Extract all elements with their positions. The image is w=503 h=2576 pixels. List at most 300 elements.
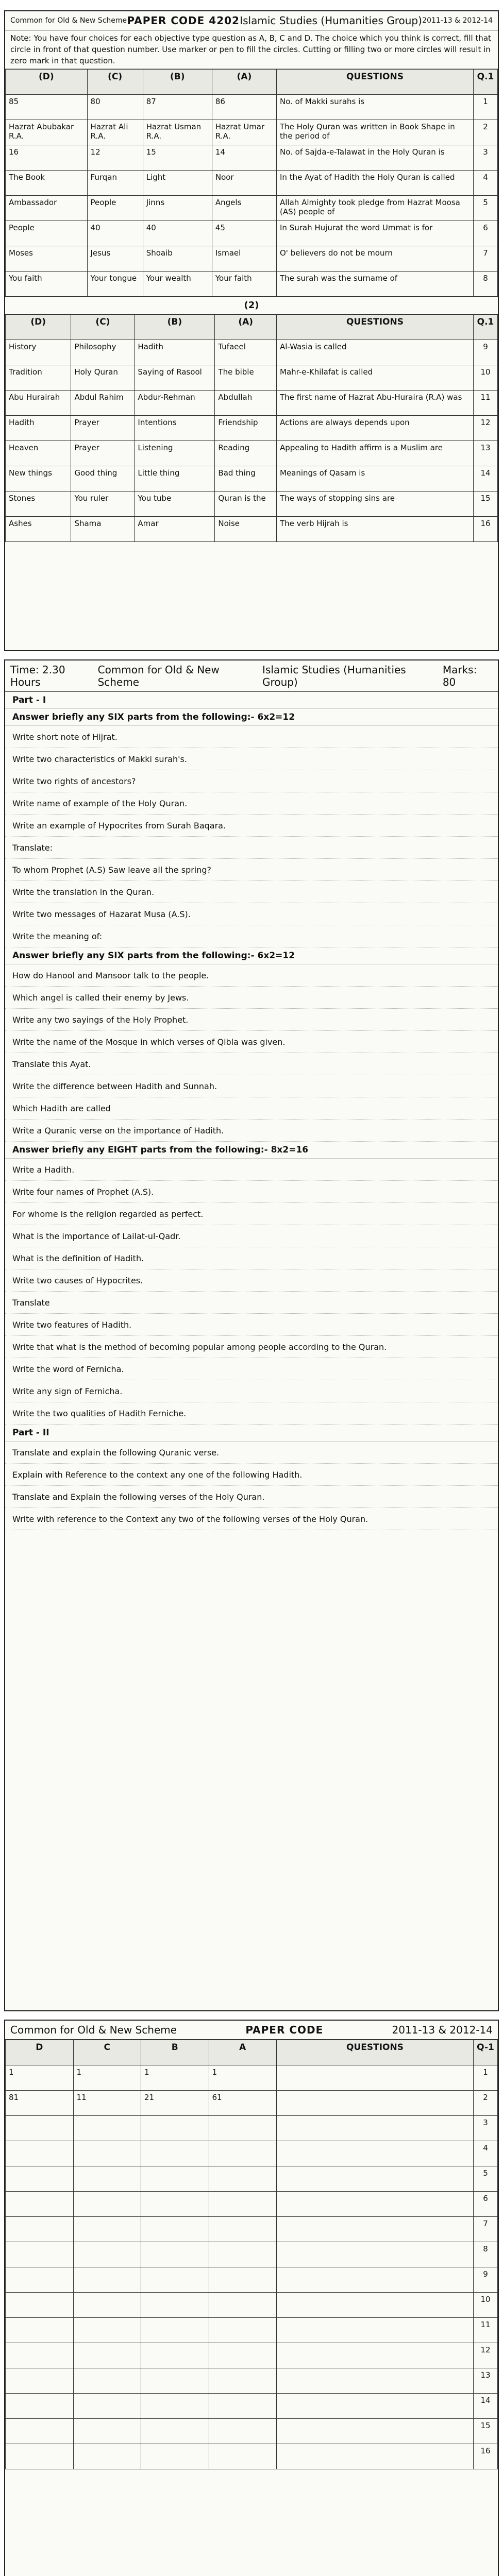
paper2-header — [5, 2021, 498, 2040]
col-c: C — [73, 2040, 141, 2065]
question-number: 13 — [474, 441, 498, 466]
option-c — [73, 2444, 141, 2469]
option-b: 1 — [141, 2065, 209, 2091]
mcq-row — [6, 95, 498, 120]
option-d — [6, 2293, 74, 2318]
question-text: In Surah Hujurat the word Ummat is for — [277, 221, 474, 246]
mcq-row — [6, 2091, 498, 2116]
mcq-row — [6, 2444, 498, 2469]
option-a: Angels — [212, 196, 276, 221]
option-c: Jesus — [87, 246, 143, 272]
mcq-row — [6, 2065, 498, 2091]
question-number: 16 — [474, 517, 498, 542]
question-number: 13 — [474, 2368, 498, 2394]
part-2-title: Part - II — [5, 1425, 498, 1442]
question-text — [277, 2091, 474, 2116]
option-d: New things — [6, 466, 71, 492]
question-text — [277, 2444, 474, 2469]
option-d: Hazrat Abubakar R.A. — [6, 120, 88, 145]
question-text — [277, 2242, 474, 2267]
mcq-row — [6, 2419, 498, 2444]
question-line: How do Hanool and Mansoor talk to the people. — [5, 964, 498, 987]
section-marker: (2) — [5, 297, 498, 314]
question-number: 3 — [474, 2116, 498, 2141]
col-a: A — [209, 2040, 277, 2065]
option-d — [6, 2141, 74, 2166]
question-text — [277, 2166, 474, 2192]
q2-list — [5, 726, 498, 947]
question-number: 2 — [474, 2091, 498, 2116]
option-a — [209, 2394, 277, 2419]
question-number: 1 — [474, 95, 498, 120]
option-b — [141, 2192, 209, 2217]
option-c — [73, 2166, 141, 2192]
option-b: Your wealth — [143, 272, 212, 297]
mcq-table-urdu — [5, 2040, 498, 2469]
option-b — [141, 2368, 209, 2394]
option-c: Your tongue — [87, 272, 143, 297]
option-b: Abdur-Rehman — [135, 391, 215, 416]
option-b — [141, 2318, 209, 2343]
question-text — [277, 2192, 474, 2217]
question-text — [277, 2065, 474, 2091]
option-c: Holy Quran — [71, 365, 135, 391]
col-qno: Q.1 — [474, 70, 498, 95]
option-d — [6, 2444, 74, 2469]
option-b: Hazrat Usman R.A. — [143, 120, 212, 145]
option-c: Abdul Rahim — [71, 391, 135, 416]
option-b: 21 — [141, 2091, 209, 2116]
option-b — [141, 2394, 209, 2419]
option-d — [6, 2116, 74, 2141]
question-number: 3 — [474, 145, 498, 171]
option-d: Ashes — [6, 517, 71, 542]
subject-label: Islamic Studies (Humanities Group) — [262, 664, 406, 688]
q2-heading: Answer briefly any SIX parts from the following:- 6x2=12 — [5, 709, 498, 726]
part-1-title: Part - I — [5, 692, 498, 709]
option-a: 14 — [212, 145, 276, 171]
question-number: 11 — [474, 391, 498, 416]
option-d: Abu Hurairah — [6, 391, 71, 416]
mcq-row — [6, 2141, 498, 2166]
option-c: Hazrat Ali R.A. — [87, 120, 143, 145]
mcq-row — [6, 221, 498, 246]
question-line: Write short note of Hijrat. — [5, 726, 498, 748]
mcq-row — [6, 2192, 498, 2217]
option-b — [141, 2242, 209, 2267]
option-b: Light — [143, 171, 212, 196]
question-line: To whom Prophet (A.S) Saw leave all the spring? — [5, 859, 498, 881]
question-number: 7 — [474, 2217, 498, 2242]
subjective-header — [5, 660, 498, 692]
option-c: 80 — [87, 95, 143, 120]
q7-line: Translate and Explain the following verses of the Holy Quran. — [5, 1486, 498, 1508]
question-line: Write four names of Prophet (A.S). — [5, 1181, 498, 1203]
option-d: Ambassador — [6, 196, 88, 221]
option-c: People — [87, 196, 143, 221]
question-line: Write the word of Fernicha. — [5, 1358, 498, 1380]
option-a — [209, 2293, 277, 2318]
question-text: Allah Almighty took pledge from Hazrat Moosa (AS) people of — [277, 196, 474, 221]
question-text: In the Ayat of Hadith the Holy Quran is called — [277, 171, 474, 196]
question-number: 7 — [474, 246, 498, 272]
col-d: (D) — [6, 315, 71, 340]
mcq-row — [6, 391, 498, 416]
question-line: Write two messages of Hazarat Musa (A.S). — [5, 903, 498, 925]
question-number: 12 — [474, 2343, 498, 2368]
col-b: B — [141, 2040, 209, 2065]
question-number: 14 — [474, 466, 498, 492]
question-line: Translate — [5, 1292, 498, 1314]
option-a — [209, 2242, 277, 2267]
col-questions: QUESTIONS — [277, 315, 474, 340]
question-text: No. of Sajda-e-Talawat in the Holy Quran is — [277, 145, 474, 171]
option-d: 81 — [6, 2091, 74, 2116]
option-c: You ruler — [71, 492, 135, 517]
option-a — [209, 2141, 277, 2166]
mcq-row — [6, 416, 498, 441]
question-number: 8 — [474, 2242, 498, 2267]
mcq-row — [6, 120, 498, 145]
option-c — [73, 2419, 141, 2444]
question-line: Write two features of Hadith. — [5, 1314, 498, 1336]
option-c: Philosophy — [71, 340, 135, 365]
option-b: Hadith — [135, 340, 215, 365]
question-number: 15 — [474, 2419, 498, 2444]
q3-list — [5, 964, 498, 1142]
question-line: Write a Hadith. — [5, 1159, 498, 1181]
question-text — [277, 2419, 474, 2444]
mcq-row — [6, 340, 498, 365]
option-a: Noor — [212, 171, 276, 196]
question-number: 2 — [474, 120, 498, 145]
mcq-row — [6, 466, 498, 492]
question-line: Write the meaning of: — [5, 925, 498, 947]
question-text — [277, 2217, 474, 2242]
question-number: 8 — [474, 272, 498, 297]
question-text: Appealing to Hadith affirm is a Muslim are — [277, 441, 474, 466]
option-d — [6, 2419, 74, 2444]
q6-line: Explain with Reference to the context any one of the following Hadith. — [5, 1464, 498, 1486]
option-c — [73, 2141, 141, 2166]
question-line: Which angel is called their enemy by Jews. — [5, 987, 498, 1009]
question-number: 11 — [474, 2318, 498, 2343]
col-c: (C) — [87, 70, 143, 95]
option-a — [209, 2116, 277, 2141]
q5-line: Translate and explain the following Quranic verse. — [5, 1442, 498, 1464]
paper-header — [5, 11, 498, 30]
objective-paper-1 — [4, 10, 499, 651]
question-number: 1 — [474, 2065, 498, 2091]
mcq-row — [6, 145, 498, 171]
option-c — [73, 2116, 141, 2141]
col-questions: QUESTIONS — [277, 70, 474, 95]
question-number: 15 — [474, 492, 498, 517]
option-a: Friendship — [215, 416, 277, 441]
question-line: Write that what is the method of becoming popular among people according to the Quran. — [5, 1336, 498, 1358]
option-a — [209, 2343, 277, 2368]
question-text: The verb Hijrah is — [277, 517, 474, 542]
option-a: Hazrat Umar R.A. — [212, 120, 276, 145]
option-b: Little thing — [135, 466, 215, 492]
option-b — [141, 2217, 209, 2242]
option-b — [141, 2343, 209, 2368]
option-a: Noise — [215, 517, 277, 542]
question-number: 6 — [474, 2192, 498, 2217]
option-a: The bible — [215, 365, 277, 391]
question-line: Translate: — [5, 837, 498, 859]
col-a: (A) — [215, 315, 277, 340]
option-c: Good thing — [71, 466, 135, 492]
question-line: Which Hadith are called — [5, 1097, 498, 1120]
mcq-row — [6, 2318, 498, 2343]
option-b: You tube — [135, 492, 215, 517]
question-line: Write the name of the Mosque in which verses of Qibla was given. — [5, 1031, 498, 1053]
option-b: 87 — [143, 95, 212, 120]
scheme-label: Common for Old & New Scheme — [97, 664, 220, 688]
option-c — [73, 2394, 141, 2419]
option-c — [73, 2343, 141, 2368]
option-d — [6, 2318, 74, 2343]
mcq-row — [6, 2368, 498, 2394]
question-line: Write the difference between Hadith and Sunnah. — [5, 1075, 498, 1097]
option-a: 86 — [212, 95, 276, 120]
mcq-row — [6, 196, 498, 221]
scheme-label: Common for Old & New Scheme — [10, 2024, 177, 2036]
option-c — [73, 2318, 141, 2343]
option-b: Shoaib — [143, 246, 212, 272]
question-text — [277, 2116, 474, 2141]
option-b — [141, 2116, 209, 2141]
option-a — [209, 2166, 277, 2192]
option-a — [209, 2192, 277, 2217]
question-number: 4 — [474, 2141, 498, 2166]
option-b — [141, 2444, 209, 2469]
mcq-row — [6, 246, 498, 272]
question-number: 10 — [474, 365, 498, 391]
question-line: For whome is the religion regarded as perfect. — [5, 1203, 498, 1225]
question-number: 12 — [474, 416, 498, 441]
mcq-row — [6, 365, 498, 391]
question-line: What is the importance of Lailat-ul-Qadr. — [5, 1225, 498, 1247]
option-c: Shama — [71, 517, 135, 542]
option-c: 40 — [87, 221, 143, 246]
option-a: Ismael — [212, 246, 276, 272]
option-b: Jinns — [143, 196, 212, 221]
option-a — [209, 2419, 277, 2444]
option-c: Furqan — [87, 171, 143, 196]
option-c — [73, 2267, 141, 2293]
question-number: 9 — [474, 2267, 498, 2293]
q8-line: Write with reference to the Context any two of the following verses of the Holy Quran. — [5, 1508, 498, 1530]
mcq-row — [6, 272, 498, 297]
option-c — [73, 2192, 141, 2217]
col-b: (B) — [143, 70, 212, 95]
option-d — [6, 2267, 74, 2293]
question-number: 4 — [474, 171, 498, 196]
question-number: 16 — [474, 2444, 498, 2469]
question-line: Translate this Ayat. — [5, 1053, 498, 1075]
option-a — [209, 2444, 277, 2469]
option-a — [209, 2267, 277, 2293]
q3-heading: Answer briefly any SIX parts from the following:- 6x2=12 — [5, 947, 498, 964]
option-a: 45 — [212, 221, 276, 246]
option-a: Reading — [215, 441, 277, 466]
question-line: Write any two sayings of the Holy Prophet. — [5, 1009, 498, 1031]
question-number: 6 — [474, 221, 498, 246]
marks-label: Marks: 80 — [442, 664, 477, 688]
option-d: The Book — [6, 171, 88, 196]
option-b — [141, 2419, 209, 2444]
q4-heading: Answer briefly any EIGHT parts from the following:- 8x2=16 — [5, 1142, 498, 1159]
col-d: (D) — [6, 70, 88, 95]
question-text: The surah was the surname of — [277, 272, 474, 297]
option-c — [73, 2368, 141, 2394]
option-d: People — [6, 221, 88, 246]
question-number: 14 — [474, 2394, 498, 2419]
option-b: Intentions — [135, 416, 215, 441]
mcq-row — [6, 517, 498, 542]
option-b: 40 — [143, 221, 212, 246]
option-b — [141, 2141, 209, 2166]
mcq-row — [6, 171, 498, 196]
col-d: D — [6, 2040, 74, 2065]
subjective-paper-1 — [4, 659, 499, 2011]
option-c: 1 — [73, 2065, 141, 2091]
year-label: 2011-13 & 2012-14 — [392, 2024, 493, 2036]
option-d: Stones — [6, 492, 71, 517]
question-text — [277, 2343, 474, 2368]
objective-paper-2 — [4, 2020, 499, 2576]
option-d: 1 — [6, 2065, 74, 2091]
question-line: What is the definition of Hadith. — [5, 1247, 498, 1269]
paper-code: PAPER CODE 4202 — [127, 14, 240, 27]
option-a: Bad thing — [215, 466, 277, 492]
option-d — [6, 2242, 74, 2267]
question-text: Actions are always depends upon — [277, 416, 474, 441]
question-number: 5 — [474, 196, 498, 221]
paper-code: PAPER CODE — [245, 2024, 324, 2036]
option-d — [6, 2343, 74, 2368]
question-line: Write an example of Hypocrites from Surah Baqara. — [5, 815, 498, 837]
question-line: Write name of example of the Holy Quran. — [5, 792, 498, 815]
option-d: Tradition — [6, 365, 71, 391]
mcq-row — [6, 2343, 498, 2368]
q4-list — [5, 1159, 498, 1425]
question-text — [277, 2318, 474, 2343]
col-qno: Q-1 — [474, 2040, 498, 2065]
option-b: Amar — [135, 517, 215, 542]
question-line: Write two causes of Hypocrites. — [5, 1269, 498, 1292]
option-c: 12 — [87, 145, 143, 171]
mcq-row — [6, 2166, 498, 2192]
option-a: Quran is the — [215, 492, 277, 517]
option-a — [209, 2368, 277, 2394]
option-b — [141, 2166, 209, 2192]
question-text — [277, 2267, 474, 2293]
option-d: You faith — [6, 272, 88, 297]
scheme-label: Common for Old & New Scheme — [10, 16, 127, 25]
option-a — [209, 2217, 277, 2242]
option-a: Your faith — [212, 272, 276, 297]
option-c — [73, 2293, 141, 2318]
question-text: O' believers do not be mourn — [277, 246, 474, 272]
year-label: 2011-13 & 2012-14 — [422, 16, 493, 25]
question-text: Al-Wasia is called — [277, 340, 474, 365]
option-c: Prayer — [71, 416, 135, 441]
mcq-row — [6, 492, 498, 517]
question-text — [277, 2368, 474, 2394]
question-line: Write a Quranic verse on the importance of Hadith. — [5, 1120, 498, 1142]
question-text — [277, 2394, 474, 2419]
mcq-table — [5, 69, 498, 297]
question-line: Write the translation in the Quran. — [5, 881, 498, 903]
time-label: Time: 2.30 Hours — [10, 664, 65, 688]
question-text: No. of Makki surahs is — [277, 95, 474, 120]
option-b: Saying of Rasool — [135, 365, 215, 391]
option-d: History — [6, 340, 71, 365]
question-text — [277, 2293, 474, 2318]
question-number: 10 — [474, 2293, 498, 2318]
question-number: 5 — [474, 2166, 498, 2192]
question-line: Write any sign of Fernicha. — [5, 1380, 498, 1402]
option-a: 61 — [209, 2091, 277, 2116]
mcq-row — [6, 441, 498, 466]
option-b: 15 — [143, 145, 212, 171]
question-line: Write two rights of ancestors? — [5, 770, 498, 792]
instructions-note: Note: You have four choices for each objective type question as A, B, C and D. The choice which you think is correct, fill that circle in front of that question number. Use marker or pen to fill the circles. Cutting or filling two or more circles will result in zero mark in that question. — [5, 30, 498, 69]
option-c: 11 — [73, 2091, 141, 2116]
mcq-row — [6, 2242, 498, 2267]
question-text: The ways of stopping sins are — [277, 492, 474, 517]
col-a: (A) — [212, 70, 276, 95]
mcq-row — [6, 2217, 498, 2242]
option-d: 85 — [6, 95, 88, 120]
option-a: 1 — [209, 2065, 277, 2091]
question-line: Write two characteristics of Makki surah's. — [5, 748, 498, 770]
option-d: Heaven — [6, 441, 71, 466]
question-text: The first name of Hazrat Abu-Huraira (R.A) was — [277, 391, 474, 416]
option-a: Tufaeel — [215, 340, 277, 365]
col-b: (B) — [135, 315, 215, 340]
option-c — [73, 2217, 141, 2242]
question-text: The Holy Quran was written in Book Shape in the period of — [277, 120, 474, 145]
option-d — [6, 2394, 74, 2419]
option-b — [141, 2293, 209, 2318]
mcq-row — [6, 2293, 498, 2318]
mcq-row — [6, 2116, 498, 2141]
col-c: (C) — [71, 315, 135, 340]
option-d: Hadith — [6, 416, 71, 441]
option-a: Abdullah — [215, 391, 277, 416]
option-d: 16 — [6, 145, 88, 171]
col-qno: Q.1 — [474, 315, 498, 340]
mcq-row — [6, 2394, 498, 2419]
question-text: Meanings of Qasam is — [277, 466, 474, 492]
option-d — [6, 2192, 74, 2217]
option-b — [141, 2267, 209, 2293]
question-line: Write the two qualities of Hadith Ferniche. — [5, 1402, 498, 1425]
mcq-table-2 — [5, 314, 498, 542]
question-text: Mahr-e-Khilafat is called — [277, 365, 474, 391]
option-c — [73, 2242, 141, 2267]
col-questions: QUESTIONS — [277, 2040, 474, 2065]
mcq-row — [6, 2267, 498, 2293]
option-a — [209, 2318, 277, 2343]
question-text — [277, 2141, 474, 2166]
option-b: Listening — [135, 441, 215, 466]
question-number: 9 — [474, 340, 498, 365]
